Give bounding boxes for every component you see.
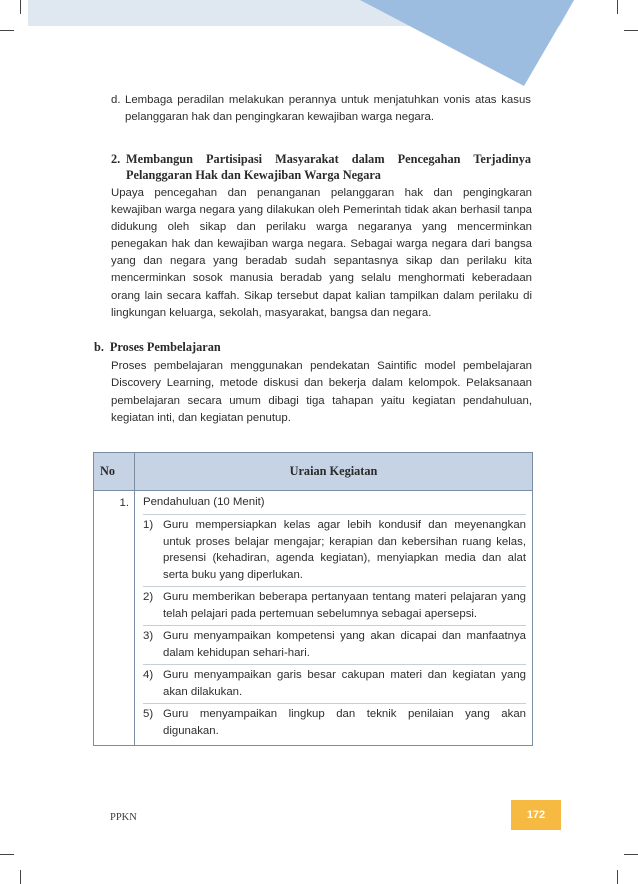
table-row	[94, 491, 533, 746]
phase-title: Pendahuluan (10 Menit)	[143, 496, 265, 508]
step-number: 3)	[143, 630, 154, 642]
list-item-d	[111, 92, 531, 126]
column-header-uraian: Uraian Kegiatan	[135, 453, 533, 491]
section-2-paragraph: Upaya pencegahan dan penanganan pelanggaran hak dan pengingkaran kewajiban warga negara yang dilakukan oleh Pemerintah tidak akan berhasil tanpa didukung oleh sikap dan perilaku warga negaranya yang mencerminkan penegakan hak dan kewajiban warga negara. Sebagai warga negara dari bangsa yang dan negara yang beradab sudah sepantasnya sikap dan perilaku kita mencerminkan sosok manusia beradab yang selalu menghormati keberadaan orang lain secara kaffah. Sikap tersebut dapat kalian tampilkan dalam perilaku di lingkungan keluarga, sekolah, masyarakat, bangsa dan negara.	[111, 187, 532, 319]
step-text: Guru menyampaikan garis besar cakupan materi dan kegiatan yang akan dilakukan.	[163, 669, 526, 698]
list-letter: d.	[111, 94, 121, 106]
step-text: Guru memberikan beberapa pertanyaan tentang materi pelajaran yang telah pelajari pada pertemuan sebelumnya sebagai apersepsi.	[163, 591, 526, 620]
step-item	[143, 586, 526, 625]
step-number: 1)	[143, 519, 154, 531]
row-content	[135, 491, 533, 746]
step-text: Guru menyampaikan kompetensi yang akan dicapai dan manfaatnya dalam kehidupan sehari-hari.	[163, 630, 526, 659]
step-number: 5)	[143, 708, 154, 720]
table-header-row	[94, 453, 533, 491]
step-item	[143, 664, 526, 703]
step-item	[143, 703, 526, 742]
footer-subject-label: PPKN	[110, 812, 137, 823]
activity-table	[93, 452, 533, 746]
section-letter: b.	[94, 340, 104, 354]
step-number: 2)	[143, 591, 154, 603]
step-number: 4)	[143, 669, 154, 681]
list-item-text: Lembaga peradilan melakukan perannya untuk menjatuhkan vonis atas kasus pelanggaran hak dan pengingkaran kewajiban warga negara.	[125, 94, 531, 123]
section-b-paragraph: Proses pembelajaran menggunakan pendekatan Saintific model pembelajaran Discovery Learning, metode diskusi dan bekerja dalam kelompok. Pelaksanaan pembelajaran secara umum dibagi tiga tahapan yaitu kegiatan pendahuluan, kegiatan inti, dan kegiatan penutup.	[111, 360, 532, 425]
page-number-badge: 172	[511, 800, 561, 830]
step-item	[143, 625, 526, 664]
section-2-heading	[111, 151, 531, 183]
section-title: Proses Pembelajaran	[109, 340, 221, 354]
section-title: Membangun Partisipasi Masyarakat dalam Pencegahan Terjadinya Pelanggaran Hak dan Kewajiban Warga Negara	[126, 152, 531, 182]
step-item	[143, 514, 526, 586]
column-header-no: No	[94, 453, 135, 491]
section-number: 2.	[111, 152, 121, 166]
section-b-heading	[94, 340, 221, 355]
step-text: Guru menyampaikan lingkup dan teknik penilaian yang akan digunakan.	[163, 708, 526, 737]
step-text: Guru mempersiapkan kelas agar lebih kondusif dan meyenangkan untuk proses belajar mengajar; kerapian dan kebersihan ruang kelas, presensi (kehadiran, agenda kegiatan), menyiapkan media dan alat serta buku yang diperlukan.	[163, 519, 526, 581]
row-number: 1.	[94, 491, 135, 746]
